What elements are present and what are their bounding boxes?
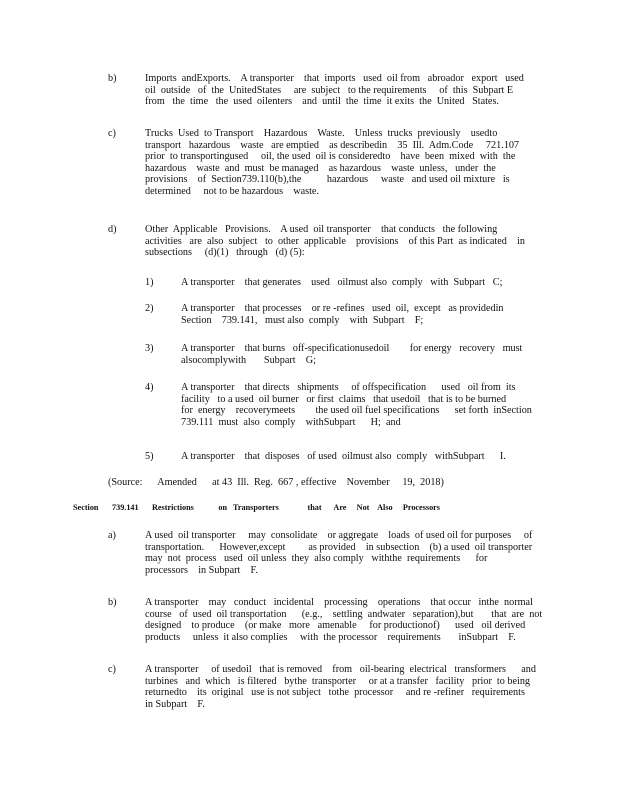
text-line: designed to produce (or make more amenable for productionof) used oil derived <box>145 620 526 632</box>
item-label-a: a) <box>108 530 116 541</box>
section-title: Restrictions on Transporters that Are Not Also Processors <box>152 503 440 512</box>
text-line: from the time the used oilenters and until the time it exits the United States. <box>145 96 499 108</box>
text-line: Imports andExports. A transporter that imports used oil from abroador export used <box>145 73 524 84</box>
paragraph-transformers <box>145 664 536 710</box>
text-line: Other Applicable Provisions. A used oil transporter that conducts the following <box>145 224 498 235</box>
paragraph-consolidate <box>145 530 532 576</box>
item-label-b: b) <box>108 73 117 84</box>
section-word: Section <box>73 503 99 512</box>
paragraph-other-provisions <box>145 224 525 259</box>
text-line: A transporter that disposes of used oilmust also comply withSubpart I. <box>181 451 506 462</box>
subitem-label-2: 2) <box>145 303 154 314</box>
text-line: in Subpart F. <box>145 698 205 710</box>
subitem-label-5: 5) <box>145 451 154 462</box>
item-label-c: c) <box>108 128 116 139</box>
source-note <box>108 477 444 489</box>
text-line: 739.111 must also comply withSubpart H; and <box>181 416 401 428</box>
text-line: returnedto its original use is not subject tothe processor and re -refiner requirements <box>145 687 525 699</box>
text-line: prior to transportingused oil, the used oil is consideredto have been mixed with the <box>145 151 516 163</box>
text-line: may not process used oil unless they also comply withthe requirements for <box>145 553 488 565</box>
text-line: determined not to be hazardous waste. <box>145 185 319 197</box>
text-line: alsocomplywith Subpart G; <box>181 354 316 366</box>
subparagraph-5 <box>181 451 506 463</box>
source-text: (Source: Amended at 43 Ill. Reg. 667 , effective November 19, 2018) <box>108 477 444 488</box>
item-label-b2: b) <box>108 597 117 608</box>
subitem-label-4: 4) <box>145 382 154 393</box>
text-line: A transporter that generates used oilmust also comply with Subpart C; <box>181 277 503 288</box>
subparagraph-1 <box>181 277 502 289</box>
text-line: A used oil transporter may consolidate or aggregate loads of used oil for purposes of <box>145 530 533 541</box>
subparagraph-4 <box>181 382 532 428</box>
text-line: Trucks Used to Transport Hazardous Waste. Unless trucks previously usedto <box>145 128 498 139</box>
text-line: course of used oil transportation (e.g., settling andwater separation),but that are not <box>145 608 543 620</box>
text-line: subsections (d)(1) through (d) (5): <box>145 247 305 259</box>
text-line: A transporter that processes or re -refines used oil, except as providedin <box>181 303 504 314</box>
subitem-label-3: 3) <box>145 343 154 354</box>
text-line: activities are also subject to other applicable provisions of this Part as indicated in <box>145 235 525 247</box>
text-line: Section 739.141, must also comply with Subpart F; <box>181 314 424 326</box>
subparagraph-2 <box>181 303 504 326</box>
text-line: oil outside of the UnitedStates are subject to the requirements of this Subpart E <box>145 84 514 96</box>
text-line: transportation. However,except as provided in subsection (b) a used oil transporter <box>145 541 533 553</box>
text-line: products unless it also complies with the processor requirements inSubpart F. <box>145 631 516 643</box>
paragraph-incidental-processing <box>145 597 542 643</box>
text-line: A transporter of usedoil that is removed from oil-bearing electrical transformers and <box>145 664 536 675</box>
paragraph-trucks <box>145 128 519 198</box>
text-line: A transporter that directs shipments of offspecification used oil from its <box>181 382 516 393</box>
text-line: hazardous waste and must be managed as hazardous waste unless, under the <box>145 162 496 174</box>
text-line: processors in Subpart F. <box>145 564 258 576</box>
paragraph-imports-exports <box>145 73 524 108</box>
text-line: provisions of Section739.110(b),the hazardous waste and used oil mixture is <box>145 174 510 186</box>
section-number: 739.141 <box>112 503 139 512</box>
text-line: for energy recoverymeets the used oil fuel specifications set forth inSection <box>181 405 532 417</box>
text-line: A transporter may conduct incidental processing operations that occur inthe normal <box>145 597 533 608</box>
item-label-d: d) <box>108 224 117 235</box>
item-label-c2: c) <box>108 664 116 675</box>
text-line: A transporter that burns off-specificationusedoil for energy recovery must <box>181 343 523 354</box>
subparagraph-3 <box>181 343 522 366</box>
subitem-label-1: 1) <box>145 277 154 288</box>
text-line: turbines and which is filtered bythe transporter or at a transfer facility prior to being <box>145 675 531 687</box>
text-line: facility to a used oil burner or first claims that usedoil that is to be burned <box>181 393 507 405</box>
text-line: transport hazardous waste are emptied as describedin 35 Ill. Adm.Code 721.107 <box>145 139 520 151</box>
